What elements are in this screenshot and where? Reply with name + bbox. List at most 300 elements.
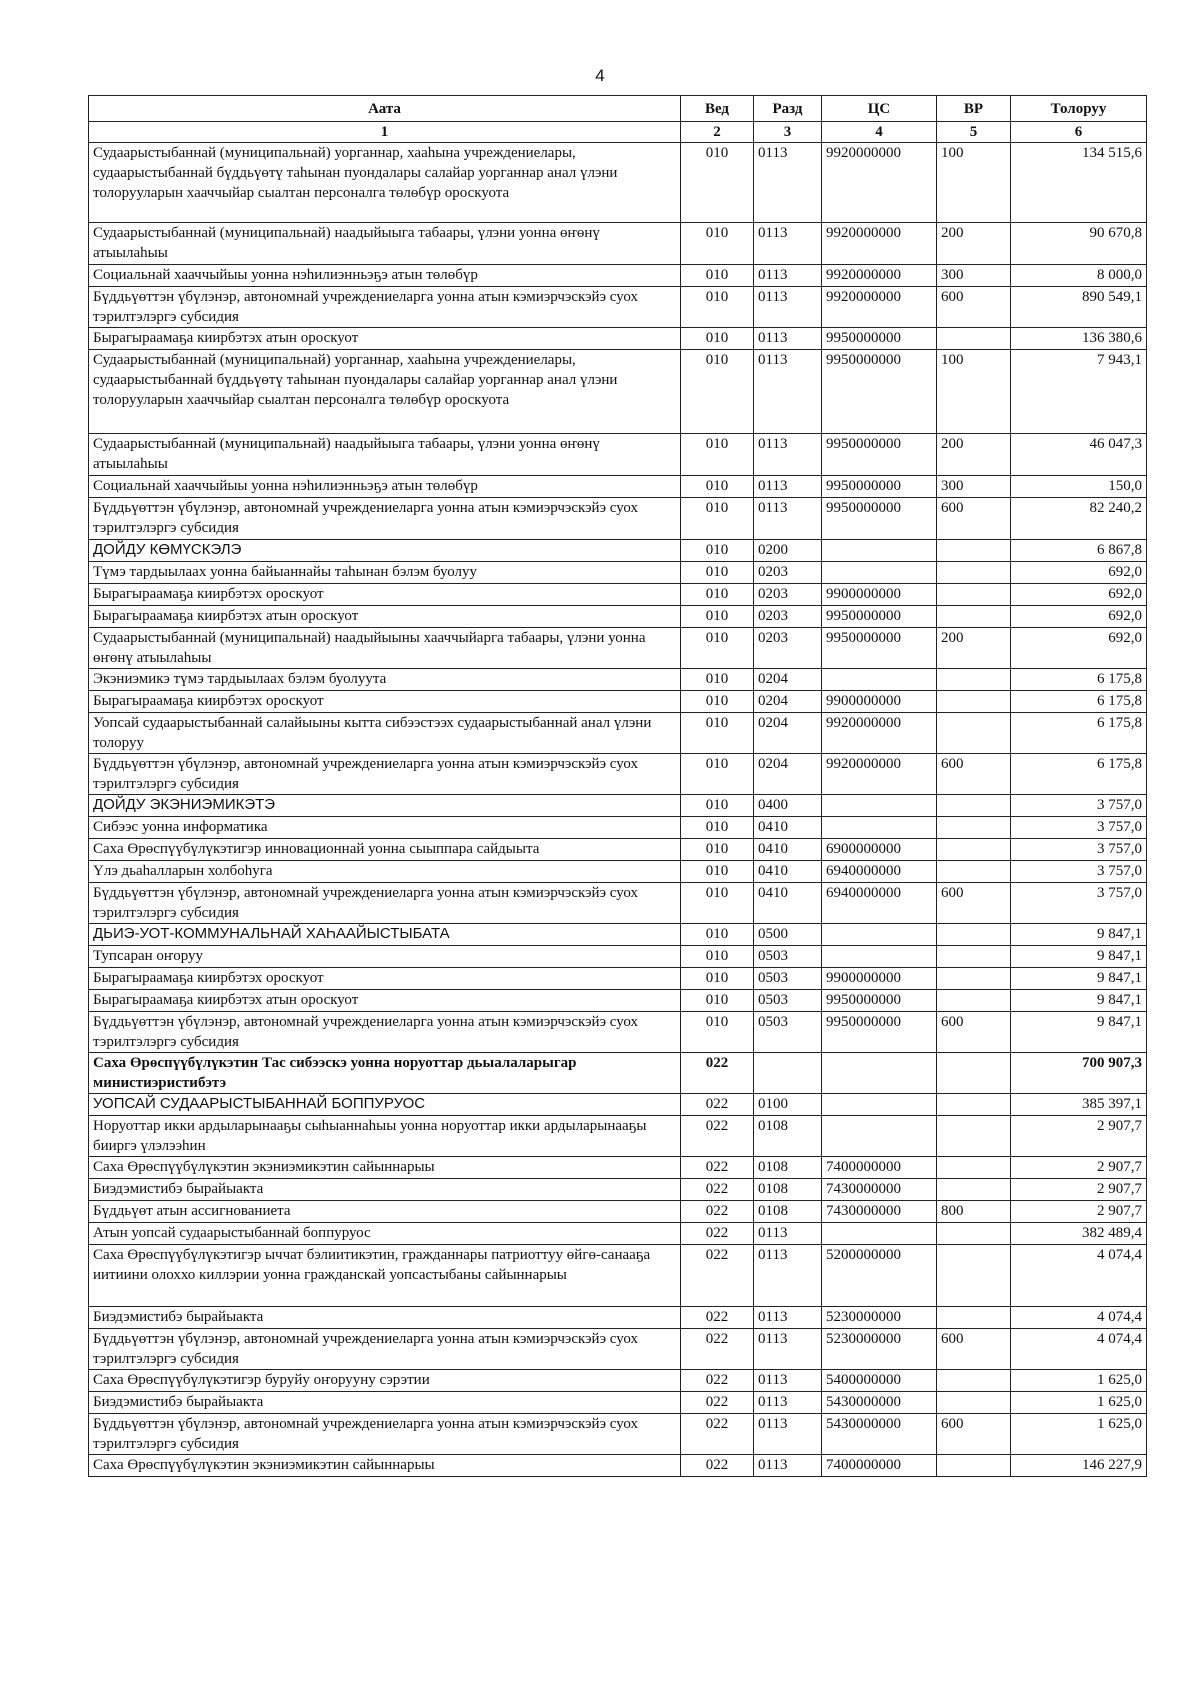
row-razd-cell: 0203 [754,628,822,669]
row-name-cell: Бүддьүөттэн үбүлэнэр, автономнай учреждениеларга уонна атын кэмиэрчэскэйэ суох тэрилтэлэргэ субсидия [89,883,681,924]
row-vr-cell [937,1455,1011,1477]
table-row [89,861,1147,883]
row-name-cell: Социальнай хааччыйыы уонна нэһилиэнньэҕэ атын төлөбүр [89,265,681,287]
row-ved-cell: 022 [681,1329,754,1370]
row-name-cell: Судаарыстыбаннай (муниципальнай) наадыйыыны хааччыйарга табаары, үлэни уонна өҥөнү атыылаһыы [89,628,681,669]
row-sum-cell: 2 907,7 [1011,1179,1147,1201]
row-name-cell: Бүддьүөт атын ассигнованиета [89,1201,681,1223]
row-vr-cell: 200 [937,628,1011,669]
row-sum-cell: 9 847,1 [1011,990,1147,1012]
table-row [89,1329,1147,1370]
header-aata: Аата [89,96,681,122]
table-row [89,540,1147,562]
row-razd-cell: 0204 [754,691,822,713]
row-cs-cell [822,1053,937,1094]
row-vr-cell: 600 [937,754,1011,795]
row-cs-cell [822,1094,937,1116]
row-name-cell: Саха Өрөспүүбүлүкэтин Тас сибээскэ уонна норуоттар дьыалаларыгар министиэристибэтэ [89,1053,681,1094]
table-row [89,223,1147,265]
row-cs-cell [822,817,937,839]
row-cs-cell [822,1223,937,1245]
row-vr-cell [937,861,1011,883]
row-cs-cell: 7430000000 [822,1179,937,1201]
table-row [89,817,1147,839]
row-sum-cell: 9 847,1 [1011,924,1147,946]
row-cs-cell: 9950000000 [822,606,937,628]
row-razd-cell: 0113 [754,328,822,350]
row-ved-cell: 010 [681,498,754,540]
row-name-cell: Бүддьүөттэн үбүлэнэр, автономнай учреждениеларга уонна атын кэмиэрчэскэйэ суох тэрилтэлэргэ субсидия [89,1414,681,1455]
row-ved-cell: 010 [681,691,754,713]
row-name-cell: ДОЙДУ КӨМҮСКЭЛЭ [89,540,681,562]
column-number: 2 [681,122,754,143]
column-number: 4 [822,122,937,143]
row-vr-cell [937,1245,1011,1307]
row-razd-cell: 0113 [754,434,822,476]
row-vr-cell [937,606,1011,628]
row-sum-cell: 46 047,3 [1011,434,1147,476]
row-vr-cell [937,924,1011,946]
table-row [89,669,1147,691]
row-sum-cell: 2 907,7 [1011,1116,1147,1157]
row-ved-cell: 022 [681,1179,754,1201]
table-row [89,968,1147,990]
row-ved-cell: 010 [681,968,754,990]
row-cs-cell: 9920000000 [822,143,937,223]
row-razd-cell: 0113 [754,143,822,223]
row-ved-cell: 022 [681,1223,754,1245]
row-sum-cell: 9 847,1 [1011,1012,1147,1053]
row-cs-cell: 9950000000 [822,434,937,476]
table-row [89,1223,1147,1245]
row-sum-cell: 382 489,4 [1011,1223,1147,1245]
row-name-cell: Саха Өрөспүүбүлүкэтин экэниэмикэтин сайыннарыы [89,1455,681,1477]
row-sum-cell: 1 625,0 [1011,1392,1147,1414]
row-vr-cell [937,817,1011,839]
row-sum-cell: 9 847,1 [1011,946,1147,968]
row-vr-cell [937,1223,1011,1245]
table-row [89,924,1147,946]
row-ved-cell: 022 [681,1455,754,1477]
row-name-cell: Үлэ дьаһалларын холбоһуга [89,861,681,883]
row-name-cell: ДОЙДУ ЭКЭНИЭМИКЭТЭ [89,795,681,817]
row-vr-cell [937,795,1011,817]
row-cs-cell: 9950000000 [822,476,937,498]
row-sum-cell: 6 175,8 [1011,713,1147,754]
column-number: 6 [1011,122,1147,143]
table-row [89,1455,1147,1477]
row-razd-cell: 0113 [754,1414,822,1455]
row-sum-cell: 692,0 [1011,628,1147,669]
row-cs-cell: 9950000000 [822,328,937,350]
row-vr-cell [937,691,1011,713]
row-ved-cell: 010 [681,287,754,328]
row-name-cell: Бырагыраамаҕа киирбэтэх ороскуот [89,584,681,606]
row-name-cell: Судаарыстыбаннай (муниципальнай) уорганнар, хааһына учреждениелары, судаарыстыбаннай бүддьүөтү таһынан пуондалары салайар уорганнар анал үлэни толорууларын хааччыйар сыалтан персоналга төлөбүр ороскуота [89,143,681,223]
row-razd-cell: 0113 [754,1307,822,1329]
row-name-cell: Бүддьүөттэн үбүлэнэр, автономнай учреждениеларга уонна атын кэмиэрчэскэйэ суох тэрилтэлэргэ субсидия [89,498,681,540]
row-cs-cell: 9900000000 [822,584,937,606]
table-row [89,1245,1147,1307]
row-cs-cell: 7400000000 [822,1157,937,1179]
table-row [89,143,1147,223]
row-ved-cell: 010 [681,924,754,946]
row-ved-cell: 010 [681,669,754,691]
row-vr-cell: 600 [937,1414,1011,1455]
table-row [89,839,1147,861]
row-cs-cell [822,946,937,968]
row-ved-cell: 022 [681,1414,754,1455]
row-cs-cell: 7430000000 [822,1201,937,1223]
row-name-cell: Бырагыраамаҕа киирбэтэх атын ороскуот [89,990,681,1012]
row-cs-cell: 9950000000 [822,628,937,669]
row-cs-cell: 9920000000 [822,713,937,754]
row-razd-cell: 0410 [754,817,822,839]
table-row [89,562,1147,584]
row-cs-cell: 5230000000 [822,1307,937,1329]
row-razd-cell: 0503 [754,1012,822,1053]
row-vr-cell [937,328,1011,350]
row-vr-cell [937,584,1011,606]
row-sum-cell: 890 549,1 [1011,287,1147,328]
row-razd-cell: 0503 [754,968,822,990]
row-vr-cell [937,1307,1011,1329]
row-vr-cell: 600 [937,498,1011,540]
row-razd-cell: 0108 [754,1201,822,1223]
table-row [89,1157,1147,1179]
row-name-cell: Атын уопсай судаарыстыбаннай боппуруос [89,1223,681,1245]
row-name-cell: Судаарыстыбаннай (муниципальнай) наадыйыыга табаары, үлэни уонна өҥөнү атыылаһыы [89,223,681,265]
row-vr-cell [937,669,1011,691]
row-cs-cell: 9950000000 [822,498,937,540]
row-ved-cell: 010 [681,713,754,754]
row-razd-cell: 0113 [754,1455,822,1477]
row-cs-cell: 9920000000 [822,265,937,287]
row-razd-cell: 0410 [754,839,822,861]
row-name-cell: Саха Өрөспүүбүлүкэтигэр буруйу оҥорууну сэрэтии [89,1370,681,1392]
row-razd-cell: 0500 [754,924,822,946]
row-cs-cell: 9920000000 [822,223,937,265]
row-cs-cell: 9900000000 [822,691,937,713]
row-razd-cell: 0503 [754,990,822,1012]
row-vr-cell [937,839,1011,861]
row-vr-cell [937,540,1011,562]
table-row [89,1392,1147,1414]
row-vr-cell [937,562,1011,584]
table-row [89,328,1147,350]
table-row [89,1094,1147,1116]
header-ved: Вед [681,96,754,122]
row-sum-cell: 2 907,7 [1011,1157,1147,1179]
header-toloruu: Толоруу [1011,96,1147,122]
row-razd-cell: 0113 [754,265,822,287]
table-row [89,434,1147,476]
row-vr-cell [937,1053,1011,1094]
row-ved-cell: 010 [681,562,754,584]
row-ved-cell: 022 [681,1157,754,1179]
row-ved-cell: 022 [681,1370,754,1392]
row-cs-cell: 9950000000 [822,990,937,1012]
row-ved-cell: 010 [681,754,754,795]
table-row [89,1012,1147,1053]
row-vr-cell: 300 [937,265,1011,287]
row-name-cell: Экэниэмикэ түмэ тардыылаах бэлэм буолуута [89,669,681,691]
row-vr-cell [937,713,1011,754]
row-sum-cell: 3 757,0 [1011,883,1147,924]
row-sum-cell: 146 227,9 [1011,1455,1147,1477]
row-razd-cell: 0204 [754,713,822,754]
row-ved-cell: 010 [681,628,754,669]
table-row [89,1116,1147,1157]
table-row [89,476,1147,498]
row-razd-cell: 0204 [754,669,822,691]
row-sum-cell: 6 867,8 [1011,540,1147,562]
row-sum-cell: 4 074,4 [1011,1329,1147,1370]
row-razd-cell: 0108 [754,1116,822,1157]
row-sum-cell: 90 670,8 [1011,223,1147,265]
row-sum-cell: 2 907,7 [1011,1201,1147,1223]
row-razd-cell: 0113 [754,1223,822,1245]
row-name-cell: Тупсаран оҥоруу [89,946,681,968]
row-sum-cell: 6 175,8 [1011,754,1147,795]
row-sum-cell: 150,0 [1011,476,1147,498]
row-cs-cell: 5430000000 [822,1392,937,1414]
row-cs-cell [822,669,937,691]
row-cs-cell: 6900000000 [822,839,937,861]
row-name-cell: Бырагыраамаҕа киирбэтэх атын ороскуот [89,606,681,628]
row-vr-cell [937,1094,1011,1116]
row-sum-cell: 8 000,0 [1011,265,1147,287]
table-row [89,713,1147,754]
row-ved-cell: 010 [681,328,754,350]
table-row [89,1307,1147,1329]
row-razd-cell: 0204 [754,754,822,795]
table-row [89,1179,1147,1201]
row-vr-cell [937,1157,1011,1179]
row-razd-cell: 0113 [754,1329,822,1370]
row-sum-cell: 6 175,8 [1011,691,1147,713]
row-name-cell: Бырагыраамаҕа киирбэтэх ороскуот [89,968,681,990]
row-ved-cell: 010 [681,434,754,476]
row-razd-cell: 0113 [754,498,822,540]
row-sum-cell: 385 397,1 [1011,1094,1147,1116]
row-vr-cell: 600 [937,287,1011,328]
row-vr-cell: 100 [937,350,1011,434]
row-cs-cell: 6940000000 [822,883,937,924]
row-sum-cell: 700 907,3 [1011,1053,1147,1094]
row-ved-cell: 010 [681,265,754,287]
row-sum-cell: 3 757,0 [1011,817,1147,839]
table-row [89,1414,1147,1455]
row-ved-cell: 010 [681,476,754,498]
row-sum-cell: 692,0 [1011,562,1147,584]
table-row [89,990,1147,1012]
row-vr-cell [937,1370,1011,1392]
column-number: 3 [754,122,822,143]
row-ved-cell: 010 [681,839,754,861]
row-cs-cell: 5400000000 [822,1370,937,1392]
table-body [89,143,1147,1477]
row-razd-cell: 0113 [754,476,822,498]
row-cs-cell: 5200000000 [822,1245,937,1307]
row-razd-cell: 0113 [754,1392,822,1414]
row-name-cell: Социальнай хааччыйыы уонна нэһилиэнньэҕэ атын төлөбүр [89,476,681,498]
row-ved-cell: 022 [681,1392,754,1414]
row-ved-cell: 010 [681,143,754,223]
row-vr-cell: 600 [937,883,1011,924]
row-razd-cell: 0113 [754,223,822,265]
row-cs-cell: 9950000000 [822,1012,937,1053]
table-row [89,584,1147,606]
row-sum-cell: 134 515,6 [1011,143,1147,223]
row-ved-cell: 010 [681,606,754,628]
row-sum-cell: 692,0 [1011,606,1147,628]
row-vr-cell: 300 [937,476,1011,498]
row-name-cell: Биэдэмистибэ бырайыакта [89,1179,681,1201]
row-name-cell: Бырагыраамаҕа киирбэтэх ороскуот [89,691,681,713]
row-razd-cell: 0203 [754,562,822,584]
row-ved-cell: 010 [681,817,754,839]
row-sum-cell: 3 757,0 [1011,861,1147,883]
table-row [89,265,1147,287]
row-sum-cell: 4 074,4 [1011,1245,1147,1307]
table-row [89,350,1147,434]
row-razd-cell: 0203 [754,584,822,606]
row-ved-cell: 010 [681,990,754,1012]
row-name-cell: Норуоттар икки ардыларынааҕы сыһыаннаһыы уонна норуоттар икки ардыларынааҕы бииргэ үлэлээһин [89,1116,681,1157]
row-sum-cell: 692,0 [1011,584,1147,606]
row-razd-cell: 0410 [754,861,822,883]
row-sum-cell: 136 380,6 [1011,328,1147,350]
header-row [89,96,1147,122]
row-name-cell: Саха Өрөспүүбүлүкэтигэр инновационнай уонна сыыппара сайдыыта [89,839,681,861]
row-name-cell: Бырагыраамаҕа киирбэтэх атын ороскуот [89,328,681,350]
column-number: 1 [89,122,681,143]
row-name-cell: Саха Өрөспүүбүлүкэтин экэниэмикэтин сайыннарыы [89,1157,681,1179]
row-name-cell: Биэдэмистибэ бырайыакта [89,1307,681,1329]
row-vr-cell [937,1392,1011,1414]
row-cs-cell [822,1116,937,1157]
row-cs-cell [822,924,937,946]
row-vr-cell [937,946,1011,968]
row-cs-cell: 9920000000 [822,754,937,795]
row-sum-cell: 7 943,1 [1011,350,1147,434]
row-ved-cell: 010 [681,584,754,606]
row-ved-cell: 022 [681,1307,754,1329]
row-ved-cell: 010 [681,540,754,562]
budget-table [88,95,1147,1477]
table-row [89,883,1147,924]
row-razd-cell: 0503 [754,946,822,968]
row-sum-cell: 4 074,4 [1011,1307,1147,1329]
row-sum-cell: 3 757,0 [1011,839,1147,861]
row-ved-cell: 022 [681,1116,754,1157]
row-cs-cell: 7400000000 [822,1455,937,1477]
row-ved-cell: 010 [681,861,754,883]
row-razd-cell: 0203 [754,606,822,628]
row-name-cell: Бүддьүөттэн үбүлэнэр, автономнай учреждениеларга уонна атын кэмиэрчэскэйэ суох тэрилтэлэргэ субсидия [89,1329,681,1370]
row-ved-cell: 010 [681,223,754,265]
row-cs-cell [822,795,937,817]
table-row [89,1201,1147,1223]
table-row [89,287,1147,328]
row-name-cell: Уопсай судаарыстыбаннай салайыыны кытта сибээстээх судаарыстыбаннай анал үлэни толоруу [89,713,681,754]
row-name-cell: Биэдэмистибэ бырайыакта [89,1392,681,1414]
table-row [89,691,1147,713]
row-ved-cell: 010 [681,795,754,817]
row-name-cell: Бүддьүөттэн үбүлэнэр, автономнай учреждениеларга уонна атын кэмиэрчэскэйэ суох тэрилтэлэргэ субсидия [89,1012,681,1053]
row-razd-cell: 0113 [754,1370,822,1392]
page-number: 4 [595,66,605,85]
table-row [89,1053,1147,1094]
row-cs-cell: 9920000000 [822,287,937,328]
row-vr-cell [937,1116,1011,1157]
table-row [89,795,1147,817]
row-name-cell: Бүддьүөттэн үбүлэнэр, автономнай учреждениеларга уонна атын кэмиэрчэскэйэ суох тэрилтэлэргэ субсидия [89,287,681,328]
row-vr-cell [937,1179,1011,1201]
row-razd-cell: 0113 [754,287,822,328]
row-razd-cell: 0410 [754,883,822,924]
row-ved-cell: 022 [681,1094,754,1116]
row-ved-cell: 010 [681,1012,754,1053]
row-razd-cell: 0108 [754,1157,822,1179]
row-razd-cell: 0108 [754,1179,822,1201]
table-row [89,498,1147,540]
row-razd-cell [754,1053,822,1094]
row-cs-cell: 5430000000 [822,1414,937,1455]
row-cs-cell [822,562,937,584]
table-row [89,946,1147,968]
row-vr-cell [937,990,1011,1012]
row-cs-cell: 6940000000 [822,861,937,883]
header-cs: ЦС [822,96,937,122]
table-row [89,606,1147,628]
row-sum-cell: 1 625,0 [1011,1370,1147,1392]
row-cs-cell: 5230000000 [822,1329,937,1370]
table-row [89,1370,1147,1392]
table-row [89,628,1147,669]
row-name-cell: Судаарыстыбаннай (муниципальнай) наадыйыыга табаары, үлэни уонна өҥөнү атыылаһыы [89,434,681,476]
row-name-cell: Сибээс уонна информатика [89,817,681,839]
row-ved-cell: 022 [681,1245,754,1307]
row-name-cell: Түмэ тардыылаах уонна байыаннайы таһынан бэлэм буолуу [89,562,681,584]
row-ved-cell: 010 [681,883,754,924]
row-vr-cell: 200 [937,223,1011,265]
row-razd-cell: 0113 [754,1245,822,1307]
header-vr: ВР [937,96,1011,122]
row-ved-cell: 022 [681,1053,754,1094]
row-sum-cell: 3 757,0 [1011,795,1147,817]
row-sum-cell: 6 175,8 [1011,669,1147,691]
row-name-cell: Бүддьүөттэн үбүлэнэр, автономнай учреждениеларга уонна атын кэмиэрчэскэйэ суох тэрилтэлэргэ субсидия [89,754,681,795]
row-sum-cell: 82 240,2 [1011,498,1147,540]
row-vr-cell: 600 [937,1329,1011,1370]
row-name-cell: УОПСАЙ СУДААРЫСТЫБАННАЙ БОППУРУОС [89,1094,681,1116]
row-vr-cell: 200 [937,434,1011,476]
row-razd-cell: 0100 [754,1094,822,1116]
row-cs-cell: 9900000000 [822,968,937,990]
row-ved-cell: 022 [681,1201,754,1223]
row-razd-cell: 0113 [754,350,822,434]
row-name-cell: Судаарыстыбаннай (муниципальнай) уорганнар, хааһына учреждениелары, судаарыстыбаннай бүддьүөтү таһынан пуондалары салайар уорганнар анал үлэни толорууларын хааччыйар сыалтан персоналга төлөбүр ороскуота [89,350,681,434]
row-vr-cell: 100 [937,143,1011,223]
table-row [89,754,1147,795]
row-name-cell: ДЬИЭ-УОТ-КОММУНАЛЬНАЙ ХАҺААЙЫСТЫБАТА [89,924,681,946]
row-cs-cell: 9950000000 [822,350,937,434]
row-ved-cell: 010 [681,946,754,968]
row-sum-cell: 1 625,0 [1011,1414,1147,1455]
row-razd-cell: 0200 [754,540,822,562]
